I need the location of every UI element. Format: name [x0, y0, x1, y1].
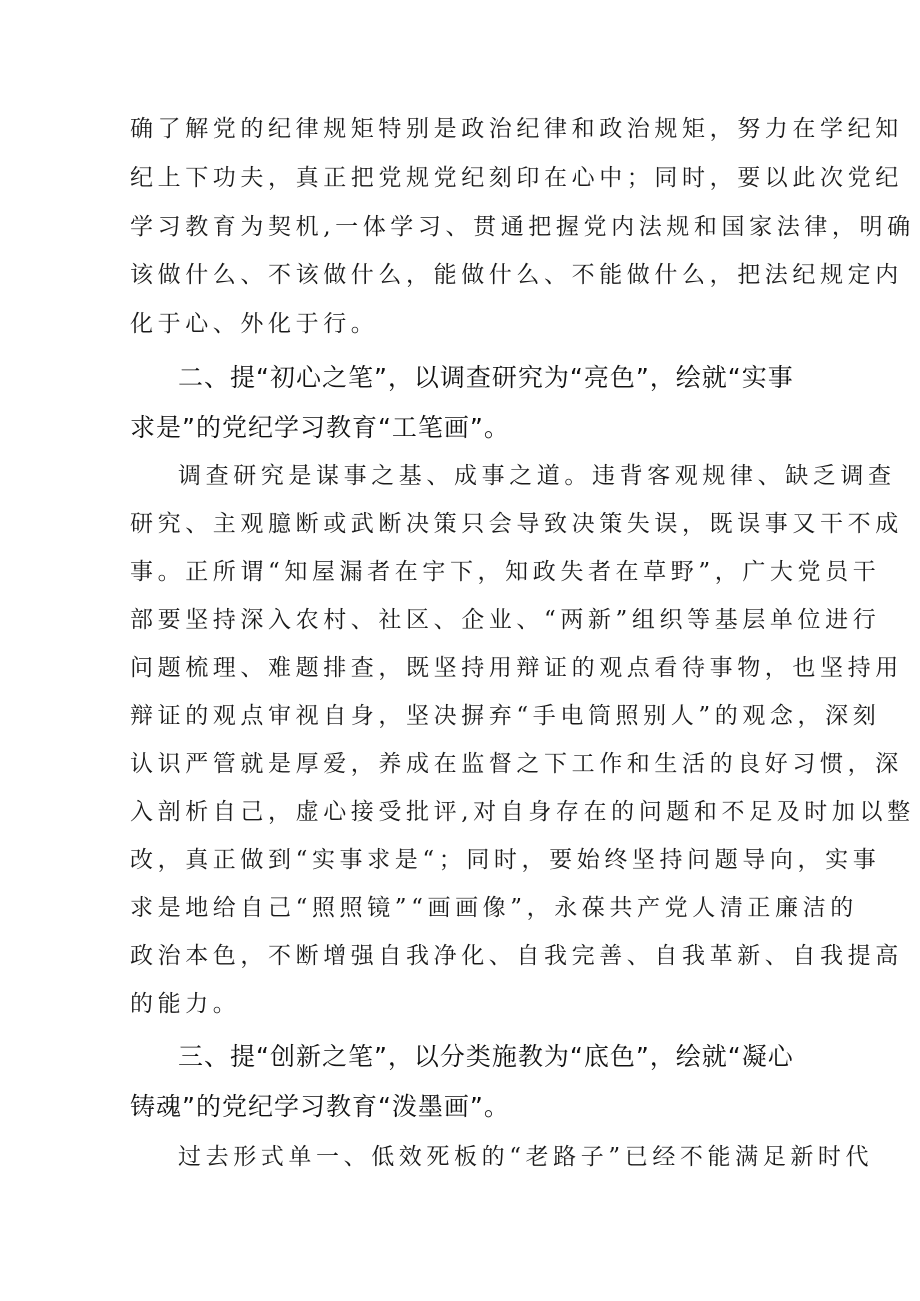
paragraph-2-line-10: 求是地给自己“照照镜”“画画像”，永葆共产党人清正廉洁的 — [130, 895, 858, 921]
paragraph-2-line-2: 研究、主观臆断或武断决策只会导致决策失误，既误事又干不成 — [130, 511, 903, 537]
section-2-heading-line-2: 求是”的党纪学习教育“工笔画”。 — [130, 413, 510, 442]
paragraph-1-line-4: 该做什么、不该做什么，能做什么、不能做什么，把法纪规定内 — [130, 262, 903, 288]
paragraph-2-line-8: 入剖析自己，虚心接受批评,对自身存在的问题和不足及时加以整 — [130, 799, 915, 825]
paragraph-2-line-4: 部要坚持深入农村、社区、企业、“两新”组织等基层单位进行 — [130, 607, 881, 633]
paragraph-2-line-11: 政治本色，不断增强自我净化、自我完善、自我革新、自我提高 — [130, 943, 903, 969]
paragraph-1-line-5: 化于心、外化于行。 — [130, 311, 379, 337]
paragraph-2-line-9: 改，真正做到“实事求是“；同时，要始终坚持问题导向，实事 — [130, 847, 881, 873]
paragraph-2-line-12: 的能力。 — [130, 991, 241, 1017]
paragraph-3-line-1: 过去形式单一、低效死板的“老路子”已经不能满足新时代 — [178, 1144, 874, 1170]
paragraph-2-line-7: 认识严管就是厚爱，养成在监督之下工作和生活的良好习惯，深 — [130, 751, 903, 777]
paragraph-2-line-6: 辩证的观点审视自身，坚决摒弃“手电筒照别人”的观念，深刻 — [130, 703, 881, 729]
section-3-heading-line-1: 三、提“创新之笔”，以分类施教为“底色”，绘就“凝心 — [178, 1042, 794, 1071]
section-3-heading-line-2: 铸魂”的党纪学习教育“泼墨画”。 — [130, 1092, 510, 1121]
paragraph-1-line-1: 确了解党的纪律规矩特别是政治纪律和政治规矩，努力在学纪知 — [130, 116, 903, 142]
section-2-heading-line-1: 二、提“初心之笔”，以调查研究为“亮色”，绘就“实事 — [178, 363, 794, 392]
paragraph-1-line-2: 纪上下功夫，真正把党规党纪刻印在心中；同时，要以此次党纪 — [130, 165, 903, 191]
paragraph-2-line-3: 事。正所谓“知屋漏者在宇下，知政失者在草野”，广大党员干 — [130, 559, 881, 585]
paragraph-1-line-3: 学习教育为契机,一体学习、贯通把握党内法规和国家法律，明确 — [130, 214, 915, 240]
paragraph-2-line-1: 调查研究是谋事之基、成事之道。违背客观规律、缺乏调查 — [178, 463, 896, 489]
paragraph-2-line-5: 问题梳理、难题排查，既坚持用辩证的观点看待事物，也坚持用 — [130, 655, 903, 681]
